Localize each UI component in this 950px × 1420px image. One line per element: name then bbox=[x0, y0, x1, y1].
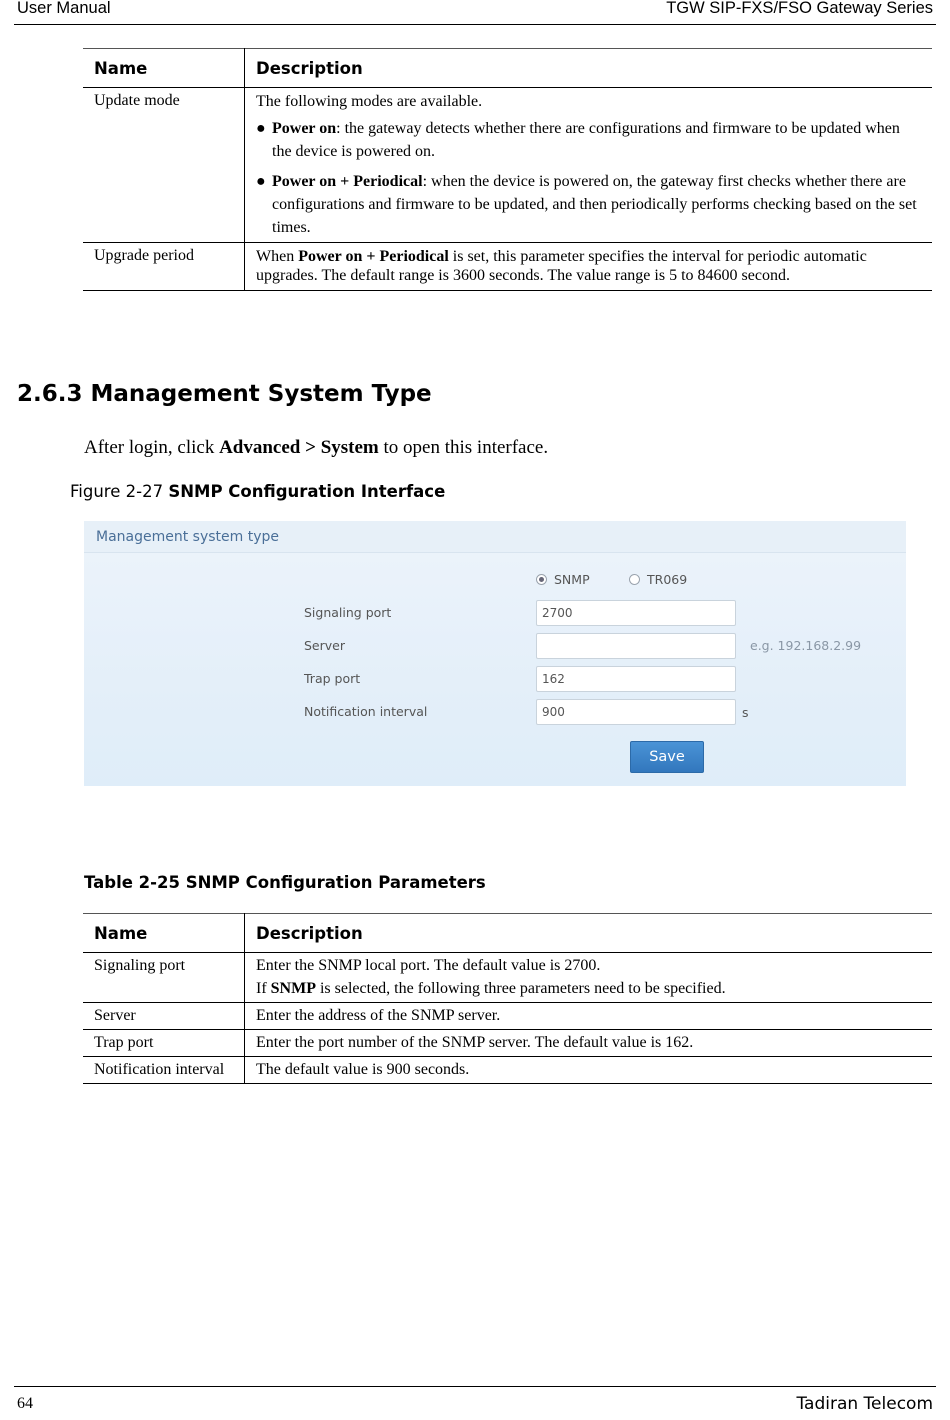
description-line bbox=[256, 977, 922, 1000]
header-divider bbox=[14, 24, 936, 25]
mode-name: Power on bbox=[272, 120, 337, 137]
notification-interval-input[interactable]: 900 bbox=[536, 699, 736, 725]
interval-unit: s bbox=[742, 705, 749, 720]
column-header-description: Description bbox=[245, 914, 933, 953]
trap-port-input[interactable]: 162 bbox=[536, 666, 736, 692]
panel-title: Management system type bbox=[96, 529, 280, 545]
description-text: is selected, the following three parameters need to be specified. bbox=[315, 980, 726, 997]
param-name: Signaling port bbox=[83, 953, 245, 1003]
column-header-description: Description bbox=[245, 49, 933, 88]
description-intro: The following modes are available. bbox=[256, 93, 483, 110]
mode-description: : the gateway detects whether there are configurations and firmware to be updated when the device is powered on. bbox=[272, 120, 900, 160]
mode-list bbox=[256, 117, 922, 239]
table-row bbox=[83, 953, 932, 1003]
param-description: Enter the address of the SNMP server. bbox=[245, 1003, 933, 1030]
trap-port-label: Trap port bbox=[304, 671, 361, 686]
figure-title: SNMP Configuration Interface bbox=[168, 482, 446, 501]
snmp-params-table bbox=[83, 913, 932, 1084]
table-row bbox=[83, 88, 932, 243]
notification-interval-label: Notification interval bbox=[304, 704, 428, 719]
intro-text: to open this interface. bbox=[378, 437, 549, 458]
param-description bbox=[245, 88, 933, 243]
update-params-table bbox=[83, 48, 932, 291]
table-caption: Table 2-25 SNMP Configuration Parameters bbox=[84, 873, 486, 892]
intro-text: After login, click bbox=[84, 437, 220, 458]
table-row bbox=[83, 1057, 932, 1084]
figure-number: Figure 2-27 bbox=[70, 482, 169, 501]
description-text: When bbox=[256, 248, 299, 265]
signaling-port-label: Signaling port bbox=[304, 605, 392, 620]
bullet-icon: ● bbox=[256, 173, 266, 190]
mode-name: Power on + Periodical bbox=[272, 173, 423, 190]
menu-path: Advanced > System bbox=[219, 437, 379, 458]
company-name: Tadiran Telecom bbox=[796, 1394, 933, 1414]
list-item bbox=[256, 170, 922, 239]
bullet-icon: ● bbox=[256, 120, 266, 137]
param-name: Upgrade period bbox=[83, 243, 245, 291]
param-name: Notification interval bbox=[83, 1057, 245, 1084]
table-row bbox=[83, 1003, 932, 1030]
list-item bbox=[256, 117, 922, 163]
server-label: Server bbox=[304, 638, 345, 653]
section-intro bbox=[84, 437, 548, 459]
snmp-radio-label: SNMP bbox=[554, 572, 590, 587]
snmp-radio[interactable] bbox=[536, 574, 547, 585]
param-name: Server bbox=[83, 1003, 245, 1030]
table-row bbox=[83, 243, 932, 291]
table-header-row bbox=[83, 49, 932, 88]
section-heading: 2.6.3 Management System Type bbox=[17, 381, 432, 407]
running-header-title: User Manual bbox=[17, 0, 111, 17]
description-text: If bbox=[256, 980, 271, 997]
table-row bbox=[83, 1030, 932, 1057]
signaling-port-input[interactable]: 2700 bbox=[536, 600, 736, 626]
snmp-config-panel bbox=[84, 521, 906, 786]
description-emphasis: Power on + Periodical bbox=[298, 248, 449, 265]
table-header-row bbox=[83, 914, 932, 953]
description-line: Enter the SNMP local port. The default value is 2700. bbox=[256, 957, 601, 974]
param-description bbox=[245, 953, 933, 1003]
description-emphasis: SNMP bbox=[270, 980, 316, 997]
description-text: is set, this parameter specifies the interval for periodic automatic upgrades. The default range is 3600 seconds. The value range is 5 to 84600 second. bbox=[256, 248, 867, 284]
running-header-series: TGW SIP-FXS/FSO Gateway Series bbox=[666, 0, 933, 17]
column-header-name: Name bbox=[83, 49, 245, 88]
tr069-radio-label: TR069 bbox=[647, 572, 688, 587]
save-button[interactable]: Save bbox=[630, 741, 704, 773]
param-name: Update mode bbox=[83, 88, 245, 243]
mode-description: : when the device is powered on, the gateway first checks whether there are configurations and firmware to be updated, and then periodically performs checking based on the set times. bbox=[272, 173, 917, 236]
column-header-name: Name bbox=[83, 914, 245, 953]
page-number: 64 bbox=[17, 1395, 33, 1412]
tr069-radio[interactable] bbox=[629, 574, 640, 585]
server-hint: e.g. 192.168.2.99 bbox=[750, 638, 862, 653]
param-description: Enter the port number of the SNMP server. The default value is 162. bbox=[245, 1030, 933, 1057]
figure-caption bbox=[70, 482, 445, 501]
param-description: The default value is 900 seconds. bbox=[245, 1057, 933, 1084]
server-input[interactable] bbox=[536, 633, 736, 659]
footer-divider bbox=[14, 1386, 936, 1387]
param-name: Trap port bbox=[83, 1030, 245, 1057]
param-description bbox=[245, 243, 933, 291]
